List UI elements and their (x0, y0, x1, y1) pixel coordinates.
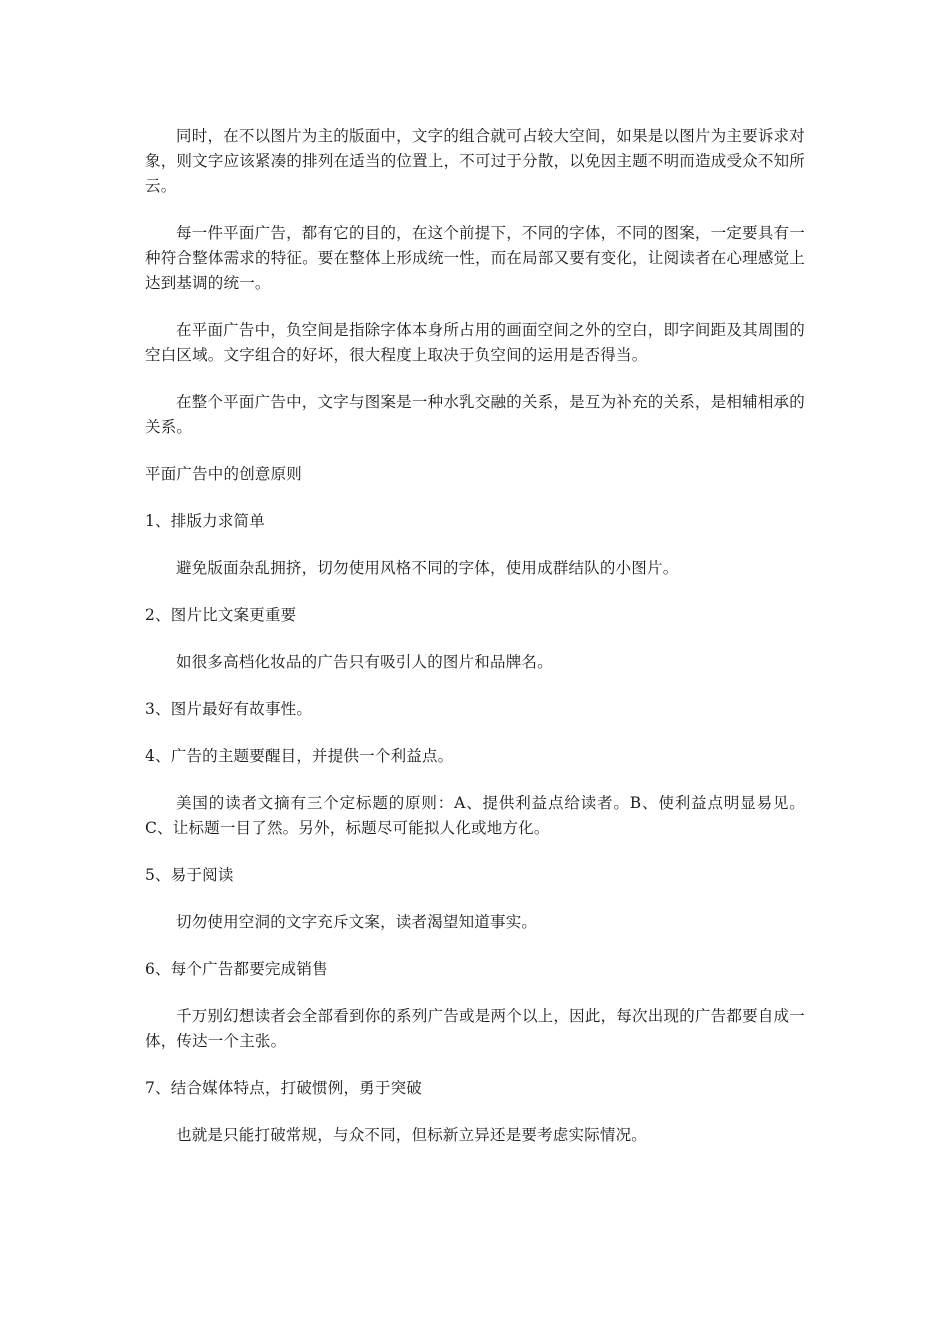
paragraph: 切勿使用空洞的文字充斥文案，读者渴望知道事实。 (176, 913, 538, 931)
principle-heading: 7、结合媒体特点，打破惯例，勇于突破 (145, 1079, 422, 1097)
document-body (145, 124, 805, 1170)
principle-heading: 1、排版力求简单 (145, 512, 265, 530)
paragraph: 在平面广告中，负空间是指除字体本身所占用的画面空间之外的空白，即字间距及其周围的空白区域。文字组合的好坏，很大程度上取决于负空间的运用是否得当。 (145, 321, 805, 364)
principle-heading: 6、每个广告都要完成销售 (145, 960, 328, 978)
section-title: 平面广告中的创意原则 (145, 465, 303, 483)
paragraph: 美国的读者文摘有三个定标题的原则：A、提供利益点给读者。B、使利益点明显易见。C、让标题一目了然。另外，标题尽可能拟人化或地方化。 (145, 794, 805, 837)
paragraph: 在整个平面广告中，文字与图案是一种水乳交融的关系，是互为补充的关系，是相辅相承的关系。 (145, 393, 805, 436)
principle-heading: 3、图片最好有故事性。 (145, 700, 313, 718)
principle-heading: 5、易于阅读 (145, 866, 234, 884)
principle-heading: 4、广告的主题要醒目，并提供一个利益点。 (145, 747, 454, 765)
paragraph: 同时，在不以图片为主的版面中，文字的组合就可占较大空间，如果是以图片为主要诉求对象，则文字应该紧凑的排列在适当的位置上，不可过于分散，以免因主题不明而造成受众不知所云。 (145, 127, 805, 195)
paragraph: 避免版面杂乱拥挤，切勿使用风格不同的字体，使用成群结队的小图片。 (176, 559, 679, 577)
paragraph: 千万别幻想读者会全部看到你的系列广告或是两个以上，因此，每次出现的广告都要自成一体，传达一个主张。 (145, 1007, 805, 1050)
principle-heading: 2、图片比文案更重要 (145, 606, 297, 624)
paragraph: 如很多高档化妆品的广告只有吸引人的图片和品牌名。 (176, 653, 553, 671)
paragraph: 每一件平面广告，都有它的目的，在这个前提下，不同的字体，不同的图案，一定要具有一种符合整体需求的特征。要在整体上形成统一性，而在局部又要有变化，让阅读者在心理感觉上达到基调的统一。 (145, 224, 805, 292)
paragraph: 也就是只能打破常规，与众不同，但标新立异还是要考虑实际情况。 (176, 1126, 648, 1144)
